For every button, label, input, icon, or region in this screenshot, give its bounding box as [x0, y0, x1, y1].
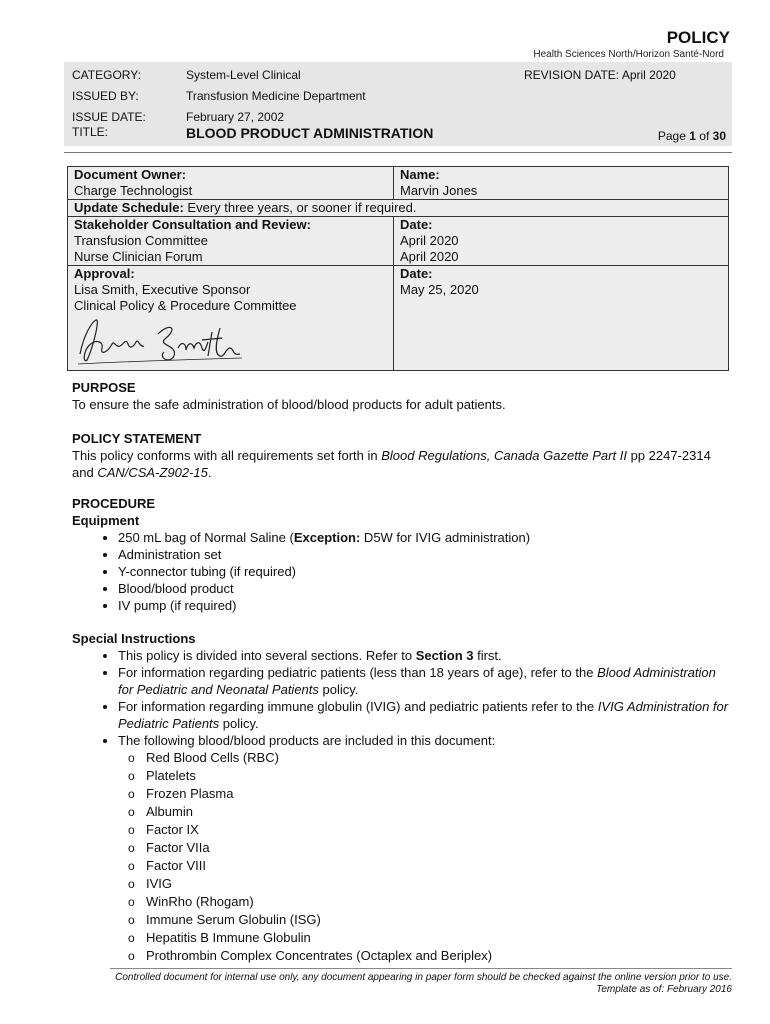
approval-date-value: May 25, 2020: [400, 282, 479, 297]
date-2: April 2020: [400, 249, 459, 264]
purpose-heading: PURPOSE: [72, 380, 136, 395]
title-label: TITLE:: [72, 125, 109, 139]
stakeholder-date-cell: [394, 217, 729, 266]
date-label: Date:: [400, 217, 433, 232]
list-item: • Y-connector tubing (if required): [118, 563, 732, 580]
eq1-text-b: D5W for IVIG administration): [360, 530, 531, 545]
list-item: • IV pump (if required): [118, 597, 732, 614]
eq1-exception: Exception:: [293, 530, 361, 545]
product-item: o Factor IX: [146, 821, 732, 839]
procedure-section: [72, 495, 732, 614]
policy-text-standard: CAN/CSA-Z902-15: [97, 465, 208, 480]
footer-divider: [110, 968, 732, 969]
equipment-heading: Equipment: [72, 513, 140, 528]
issued-by-value: Transfusion Medicine Department: [186, 89, 366, 103]
s1-section-ref: Section 3: [415, 648, 474, 663]
page-of: of: [699, 129, 710, 143]
signature-image: [74, 314, 244, 368]
eq1-text-a: 250 mL bag of Normal Saline (: [118, 530, 294, 545]
footer-line-1: Controlled document for internal use only, any document appearing in paper form should be checked against the online version prior to use.: [115, 972, 732, 983]
product-item: o Immune Serum Globulin (ISG): [146, 911, 732, 929]
s2-policy-ref: Blood Administration for Pediatric and Neonatal Patients: [118, 665, 716, 697]
stakeholder-2: Nurse Clinician Forum: [74, 249, 203, 264]
revision-value: April 2020: [621, 68, 676, 82]
s3-text-b: policy.: [219, 716, 259, 731]
special-instructions-list: [72, 647, 732, 965]
list-item: [118, 664, 732, 698]
s2-text-b: policy.: [318, 682, 359, 697]
special-instructions-heading: Special Instructions: [72, 631, 196, 646]
footer: [115, 972, 732, 996]
product-item: o Albumin: [146, 803, 732, 821]
policy-text-b: pp 2247-2314 and: [72, 448, 711, 480]
header-divider: [64, 152, 732, 153]
product-item: o WinRho (Rhogam): [146, 893, 732, 911]
s3-text-a: For information regarding immune globulin (IVIG) and pediatric patients refer to the: [118, 699, 598, 714]
product-item: o Hepatitis B Immune Globulin: [146, 929, 732, 947]
product-item: o IVIG: [146, 875, 732, 893]
name-value: Marvin Jones: [400, 183, 478, 198]
list-item: • Administration set: [118, 546, 732, 563]
s1-text-a: This policy is divided into several sections. Refer to: [118, 648, 416, 663]
approval-2: Clinical Policy & Procedure Committee: [74, 298, 297, 313]
page-current: 1: [689, 129, 696, 143]
product-item: o Frozen Plasma: [146, 785, 732, 803]
product-item: o Platelets: [146, 767, 732, 785]
update-schedule-cell: [68, 200, 729, 217]
owner-label: Document Owner:: [74, 167, 186, 182]
revision-label: REVISION DATE:: [524, 68, 620, 82]
owner-cell: [68, 167, 394, 200]
page-total: 30: [712, 129, 726, 143]
approval-cell: [68, 266, 394, 371]
stakeholder-label: Stakeholder Consultation and Review:: [74, 217, 311, 232]
document-title: BLOOD PRODUCT ADMINISTRATION: [186, 125, 434, 141]
name-cell: [394, 167, 729, 200]
list-item: [118, 698, 732, 732]
category-label: CATEGORY:: [72, 68, 141, 82]
approval-label: Approval:: [74, 266, 135, 281]
organization-name: Health Sciences North/Horizon Santé-Nord: [533, 49, 724, 60]
header-box: [64, 62, 732, 146]
issued-by-label: ISSUED BY:: [72, 89, 139, 103]
issue-date-label: ISSUE DATE:: [72, 110, 146, 124]
special-instructions-section: [72, 630, 732, 965]
list-item: [118, 732, 732, 965]
page-prefix: Page: [657, 129, 686, 143]
policy-text-regulations: Blood Regulations, Canada Gazette Part II: [381, 448, 627, 463]
product-item: o Prothrombin Complex Concentrates (Octaplex and Beriplex): [146, 947, 732, 965]
approval-1: Lisa Smith, Executive Sponsor: [74, 282, 251, 297]
s2-text-a: For information regarding pediatric patients (less than 18 years of age), refer to the: [118, 665, 598, 680]
document-info-table: [67, 166, 729, 371]
stakeholder-1: Transfusion Committee: [74, 233, 208, 248]
list-item: • Blood/blood product: [118, 580, 732, 597]
product-item: o Red Blood Cells (RBC): [146, 749, 732, 767]
approval-date-cell: [394, 266, 729, 371]
procedure-heading: PROCEDURE: [72, 496, 156, 511]
name-label: Name:: [400, 167, 440, 182]
policy-statement-section: [72, 430, 732, 481]
policy-statement-text: [72, 447, 732, 481]
signature-area: [74, 314, 387, 370]
approval-date-label: Date:: [400, 266, 433, 281]
update-label: Update Schedule:: [74, 200, 184, 215]
product-item: o Factor VIIa: [146, 839, 732, 857]
products-list: [118, 749, 732, 965]
stakeholder-cell: [68, 217, 394, 266]
owner-value: Charge Technologist: [74, 183, 193, 198]
s3-policy-ref: IVIG Administration for Pediatric Patients: [118, 699, 729, 731]
update-value: Every three years, or sooner if required.: [187, 200, 417, 215]
date-1: April 2020: [400, 233, 459, 248]
list-item: [118, 529, 732, 546]
issue-date-value: February 27, 2002: [186, 110, 285, 124]
policy-statement-heading: POLICY STATEMENT: [72, 431, 202, 446]
list-item: [118, 647, 732, 664]
equipment-list: [72, 529, 732, 614]
footer-line-2: Template as of: February 2016: [596, 984, 732, 995]
product-item: o Factor VIII: [146, 857, 732, 875]
purpose-text: To ensure the safe administration of blood/blood products for adult patients.: [72, 397, 506, 412]
purpose-section: [72, 379, 732, 413]
category-value: System-Level Clinical: [186, 68, 301, 82]
page-number: [658, 129, 726, 143]
s4-text: The following blood/blood products are included in this document:: [118, 733, 496, 748]
document-type: POLICY: [666, 28, 730, 47]
policy-text-a: This policy conforms with all requirements set forth in: [72, 448, 382, 463]
revision-date: [524, 68, 676, 82]
s1-text-b: first.: [473, 648, 502, 663]
policy-text-c: .: [207, 465, 212, 480]
